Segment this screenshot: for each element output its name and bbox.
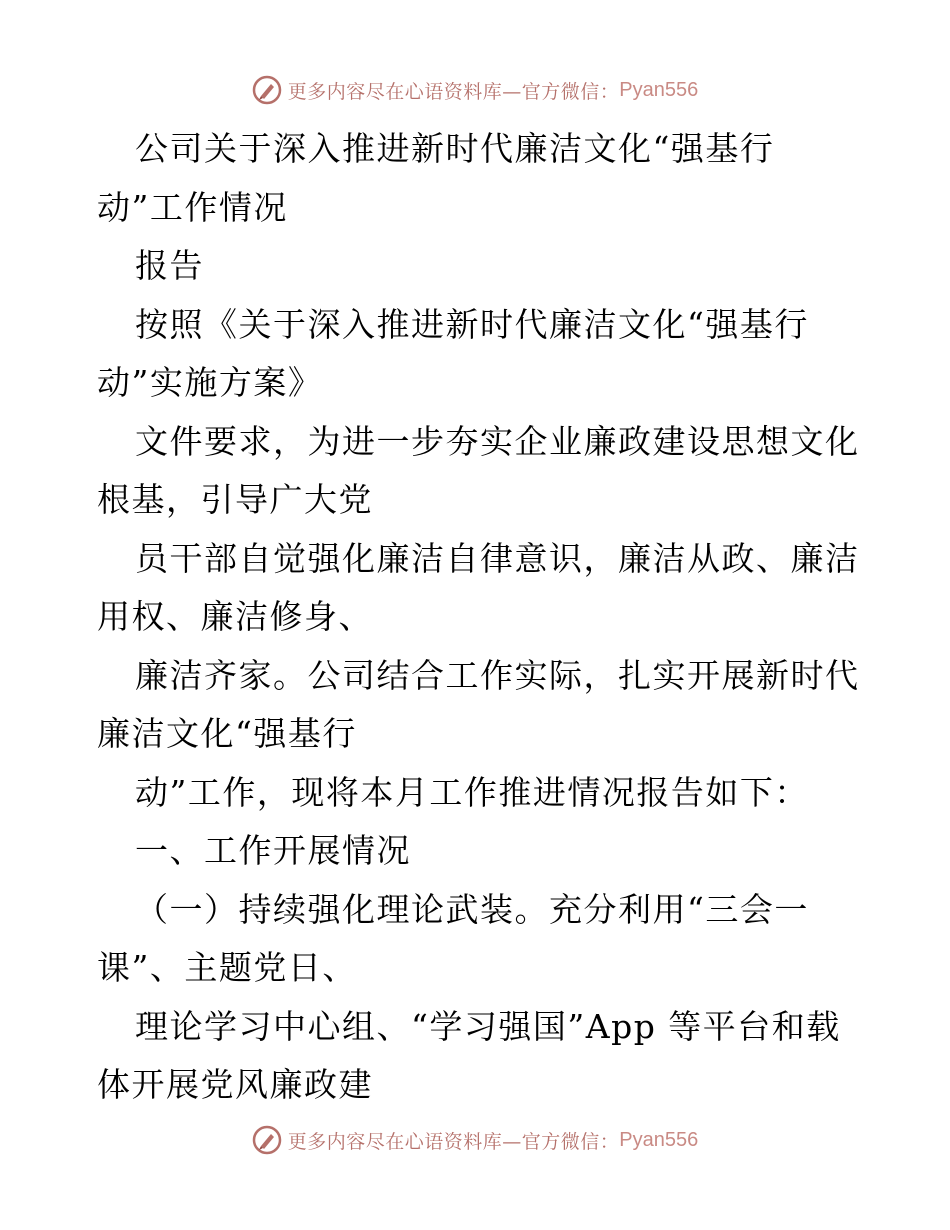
doc-line: 报告 [135, 246, 204, 285]
watermark-text: 更多内容尽在心语资料库—官方微信： [287, 80, 620, 103]
doc-line: 体开展党风廉政建 [97, 1065, 373, 1104]
doc-line: （一）持续强化理论武装。充分利用“三会一 [135, 889, 809, 929]
document-body [97, 120, 860, 1115]
doc-line: 用权、廉洁修身、 [97, 597, 373, 636]
header-watermark [0, 70, 950, 110]
doc-line: 课”、主题党日、 [97, 948, 357, 987]
watermark-wechat-id: Pyan556 [619, 1128, 699, 1151]
footer-watermark [0, 1120, 950, 1160]
doc-line: 一、工作开展情况 [135, 831, 411, 870]
doc-line: 动”工作，现将本月工作推进情况报告如下： [135, 772, 809, 812]
doc-line: 员干部自觉强化廉洁自律意识，廉洁从政、廉洁 [135, 538, 860, 578]
doc-line: 动”实施方案》 [97, 363, 323, 402]
pen-logo-icon [252, 1125, 282, 1155]
doc-line: 文件要求，为进一步夯实企业廉政建设思想文化 [135, 421, 860, 461]
doc-line: 廉洁齐家。公司结合工作实际，扎实开展新时代 [135, 655, 860, 695]
doc-line: 公司关于深入推进新时代廉洁文化“强基行 [135, 129, 775, 168]
doc-line: 廉洁文化“强基行 [97, 714, 357, 753]
watermark-text: 更多内容尽在心语资料库—官方微信： [287, 1130, 620, 1153]
doc-line: 理论学习中心组、“学习强国”App 等平台和载 [135, 1006, 841, 1046]
doc-line: 按照《关于深入推进新时代廉洁文化“强基行 [135, 304, 809, 344]
pen-logo-icon [252, 75, 282, 105]
doc-line: 动”工作情况 [97, 187, 288, 227]
watermark-wechat-id: Pyan556 [619, 78, 699, 101]
doc-line: 根基，引导广大党 [97, 480, 373, 519]
